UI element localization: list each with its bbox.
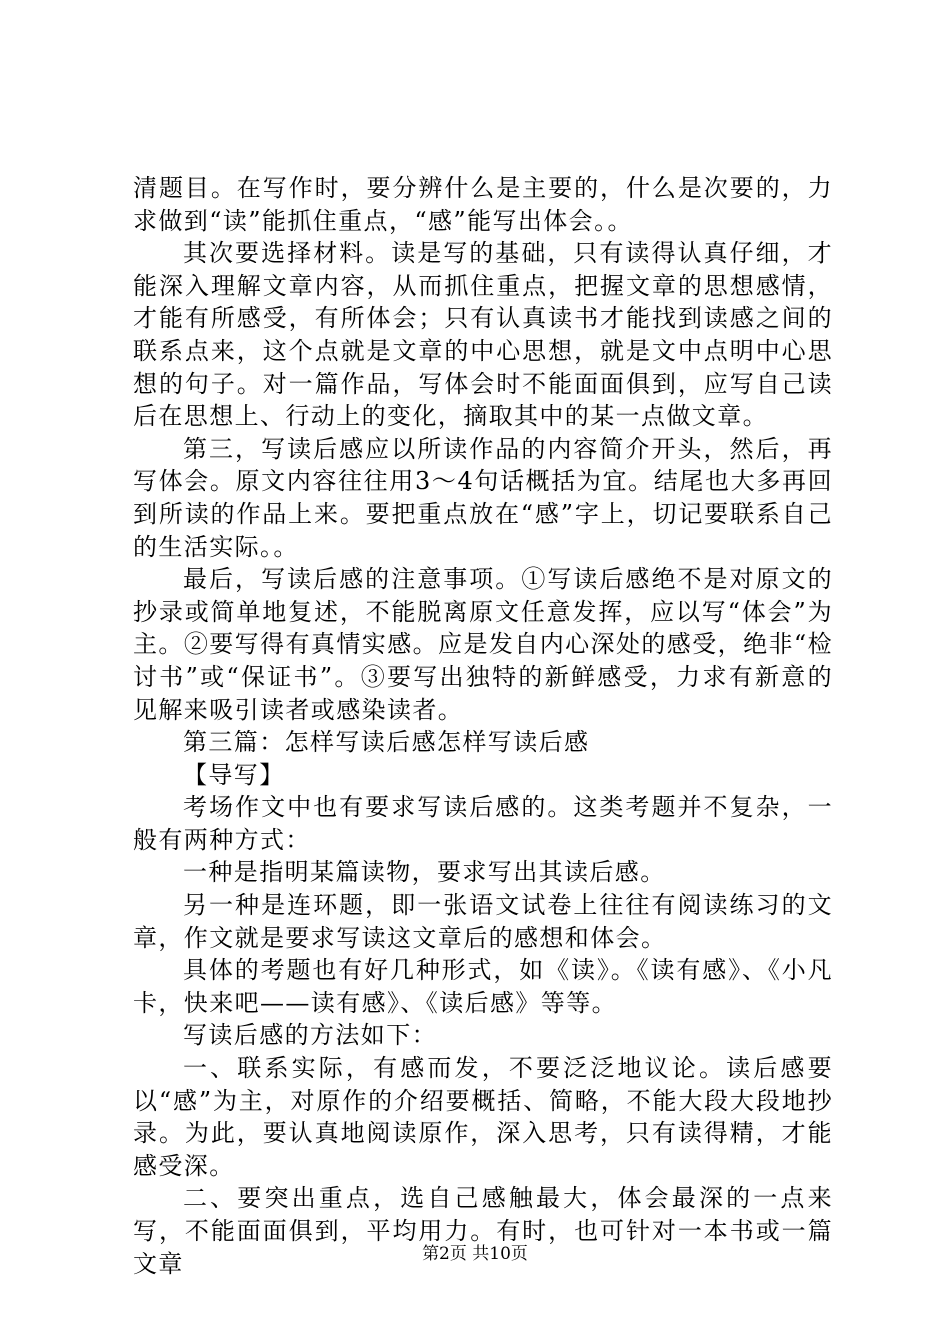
document-body bbox=[133, 172, 833, 1280]
paragraph: 写读后感的方法如下： bbox=[183, 1021, 437, 1050]
paragraph: 清题目。在写作时，要分辨什么是主要的，什么是次要的，力求做到“读”能抓住重点，“感”能写出体会。。 bbox=[133, 174, 833, 235]
paragraph: 考场作文中也有要求写读后感的。这类考题并不复杂，一般有两种方式： bbox=[133, 793, 833, 854]
paragraph: 一种是指明某篇读物，要求写出其读后感。 bbox=[183, 858, 666, 887]
paragraph: 其次要选择材料。读是写的基础，只有读得认真仔细，才能深入理解文章内容，从而抓住重点，把握文章的思想感情，才能有所感受，有所体会；只有认真读书才能找到读感之间的联系点来，这个点就是文章的中心思想，就是文中点明中心思想的句子。对一篇作品，写体会时不能面面俱到，应写自己读后在思想上、行动上的变化，摘取其中的某一点做文章。 bbox=[133, 239, 833, 431]
paragraph: 一、联系实际，有感而发，不要泛泛地议论。读后感要以“感”为主，对原作的介绍要概括、简略，不能大段大段地抄录。为此，要认真地阅读原作，深入思考，只有读得精，才能感受深。 bbox=[133, 1054, 833, 1180]
subheading: 【导写】 bbox=[183, 760, 285, 789]
section-heading: 第三篇：怎样写读后感怎样写读后感 bbox=[183, 728, 590, 757]
page-footer bbox=[0, 1243, 950, 1265]
paragraph: 具体的考题也有好几种形式，如《读》。《读有感》、《小凡卡，快来吧——读有感》、《读后感》等等。 bbox=[133, 956, 833, 1017]
paragraph: 二、要突出重点，选自己感触最大，体会最深的一点来写，不能面面俱到，平均用力。有时，也可针对一本书或一篇文章 bbox=[133, 1184, 833, 1278]
paragraph: 第三，写读后感应以所读作品的内容简介开头，然后，再写体会。原文内容往往用3～4句话概括为宜。结尾也大多再回到所读的作品上来。要把重点放在“感”字上，切记要联系自己的生活实际。。 bbox=[133, 434, 833, 561]
paragraph: 另一种是连环题，即一张语文试卷上往往有阅读练习的文章，作文就是要求写读这文章后的感想和体会。 bbox=[133, 891, 833, 952]
paragraph: 最后，写读后感的注意事项。①写读后感绝不是对原文的抄录或简单地复述，不能脱离原文任意发挥，应以写“体会”为主。②要写得有真情实感。应是发自内心深处的感受，绝非“检讨书”或“保证书”。③要写出独特的新鲜感受，力求有新意的见解来吸引读者或感染读者。 bbox=[133, 565, 833, 724]
page-number-label: 第2页 共10页 bbox=[422, 1244, 528, 1264]
